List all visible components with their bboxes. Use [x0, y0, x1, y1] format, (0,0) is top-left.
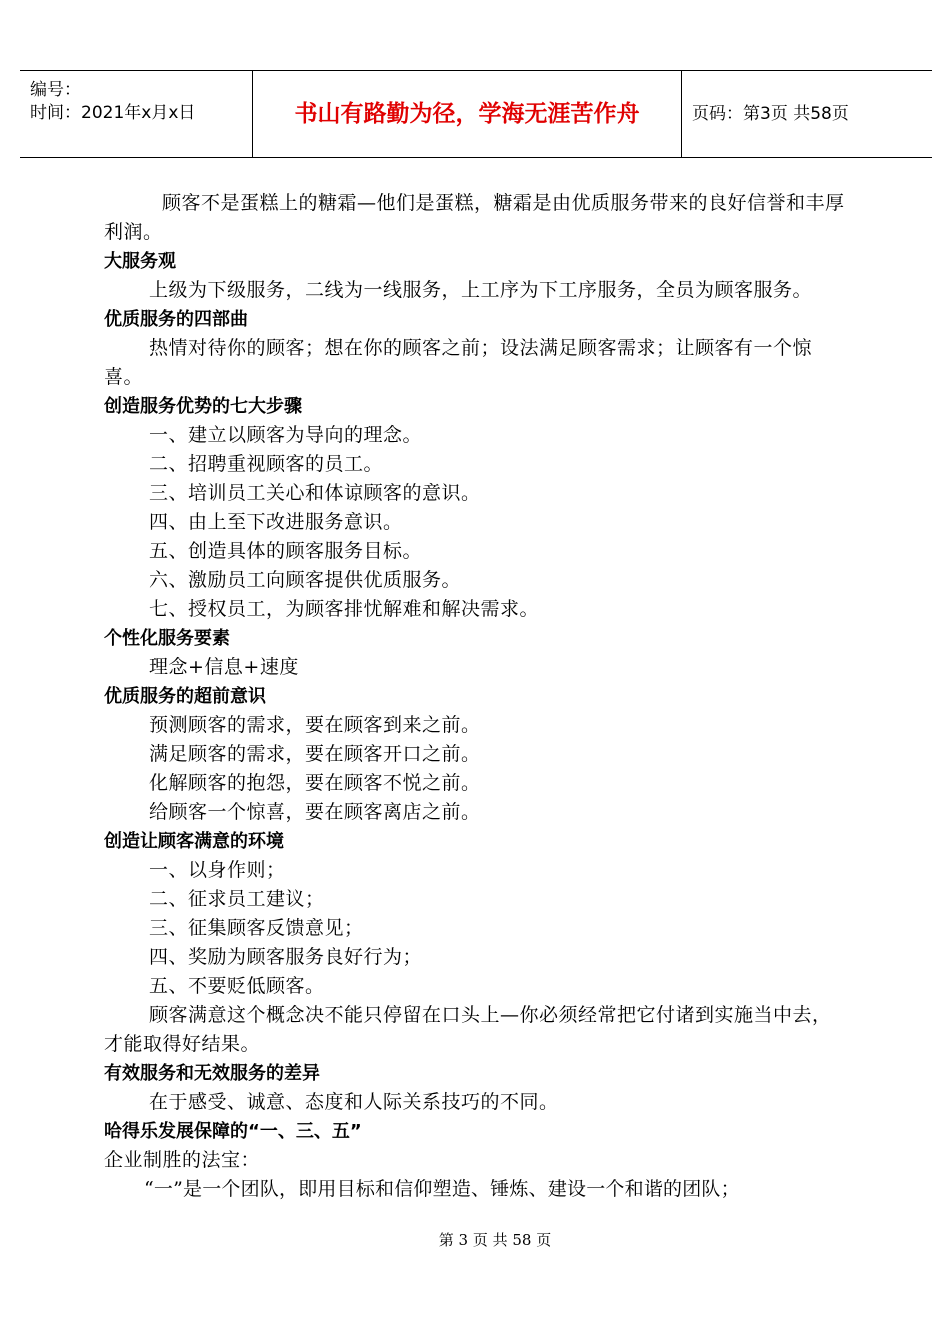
paragraph: 理念+信息+速度	[149, 656, 299, 678]
paragraph: 企业制胜的法宝：	[104, 1149, 261, 1171]
document-body	[104, 189, 848, 1204]
paragraph: 顾客不是蛋糕上的糖霜—他们是蛋糕，糖霜是由优质服务带来的良好信誉和丰厚利润。	[104, 192, 845, 243]
header-motto: 书山有路勤为径，学海无涯苦作舟	[252, 71, 682, 157]
section-heading: 优质服务的四部曲	[104, 309, 248, 330]
list-item: 给顾客一个惊喜，要在顾客离店之前。	[149, 801, 481, 823]
section-heading: 大服务观	[104, 251, 176, 272]
list-item: 化解顾客的抱怨，要在顾客不悦之前。	[149, 772, 481, 794]
section-heading: 有效服务和无效服务的差异	[104, 1063, 320, 1084]
paragraph: 上级为下级服务，二线为一线服务，上工序为下工序服务，全员为顾客服务。	[149, 279, 813, 301]
list-item: 六、激励员工向顾客提供优质服务。	[149, 569, 462, 591]
list-item: 五、不要贬低顾客。	[149, 975, 325, 997]
page-header	[20, 70, 932, 158]
paragraph: “一”是一个团队，即用目标和信仰塑造、锤炼、建设一个和谐的团队；	[144, 1178, 740, 1200]
section-heading: 优质服务的超前意识	[104, 686, 266, 707]
list-item: 四、由上至下改进服务意识。	[149, 511, 403, 533]
time-label: 时间：2021年x月x日	[30, 103, 196, 123]
list-item: 四、奖励为顾客服务良好行为；	[149, 946, 423, 968]
list-item: 五、创造具体的顾客服务目标。	[149, 540, 423, 562]
list-item: 一、建立以顾客为导向的理念。	[149, 424, 423, 446]
paragraph: 在于感受、诚意、态度和人际关系技巧的不同。	[149, 1091, 559, 1113]
list-item: 满足顾客的需求，要在顾客开口之前。	[149, 743, 481, 765]
list-item: 预测顾客的需求，要在顾客到来之前。	[149, 714, 481, 736]
list-item: 三、培训员工关心和体谅顾客的意识。	[149, 482, 481, 504]
list-item: 一、以身作则；	[149, 859, 286, 881]
list-item: 三、征集顾客反馈意见；	[149, 917, 364, 939]
header-page-info: 页码：第3页 共58页	[692, 104, 849, 124]
section-heading: 创造让顾客满意的环境	[104, 831, 284, 852]
list-item: 七、授权员工，为顾客排忧解难和解决需求。	[149, 598, 540, 620]
list-item: 二、招聘重视顾客的员工。	[149, 453, 384, 475]
section-heading: 哈得乐发展保障的“一、三、五”	[104, 1121, 362, 1142]
paragraph: 顾客满意这个概念决不能只停留在口头上—你必须经常把它付诸到实施当中去，才能取得好结果。	[104, 1004, 832, 1055]
list-item: 二、征求员工建议；	[149, 888, 325, 910]
number-label: 编号：	[30, 80, 81, 100]
page-footer: 第 3 页 共 58 页	[438, 1231, 552, 1249]
section-heading: 个性化服务要素	[104, 628, 230, 649]
paragraph: 热情对待你的顾客；想在你的顾客之前；设法满足顾客需求；让顾客有一个惊喜。	[104, 337, 813, 388]
header-meta	[20, 71, 252, 157]
section-heading: 创造服务优势的七大步骤	[104, 396, 302, 417]
